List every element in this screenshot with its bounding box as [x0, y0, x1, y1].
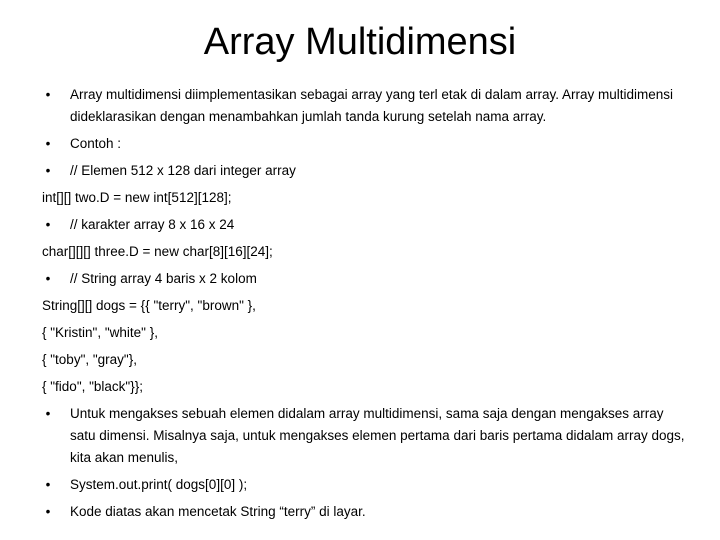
- bullet-item: [42, 160, 692, 182]
- bullet-item: [42, 214, 692, 236]
- code-line: char[][][] three.D = new char[8][16][24];: [42, 244, 273, 259]
- slide-title: Array Multidimensi: [203, 21, 517, 63]
- bullet-text: Untuk mengakses sebuah elemen didalam array multidimensi, sama saja dengan mengakses array satu dimensi. Misalnya saja, untuk mengakses elemen pertama dari baris pertama didalam array dogs, kita akan menulis,: [70, 406, 685, 465]
- code-line: { "fido", "black"}};: [42, 379, 143, 394]
- bullet-text: Kode diatas akan mencetak String “terry” di layar.: [70, 504, 366, 519]
- bullet-text: System.out.print( dogs[0][0] );: [70, 477, 248, 492]
- code-line: { "toby", "gray"},: [42, 352, 137, 367]
- bullet-icon: •: [45, 163, 51, 178]
- bullet-item: [42, 403, 692, 469]
- bullet-item: [42, 474, 692, 496]
- code-line: int[][] two.D = new int[512][128];: [42, 190, 232, 205]
- bullet-icon: •: [45, 504, 51, 519]
- code-line: String[][] dogs = {{ "terry", "brown" },: [42, 298, 256, 313]
- bullet-item: [42, 268, 692, 290]
- bullet-text: Contoh :: [70, 136, 122, 151]
- code-line: { "Kristin", "white" },: [42, 325, 158, 340]
- bullet-icon: •: [45, 87, 51, 102]
- bullet-icon: •: [45, 406, 51, 421]
- bullet-item: [42, 501, 692, 523]
- bullet-text: Array multidimensi diimplementasikan sebagai array yang terl etak di dalam array. Array multidimensi dideklarasikan dengan menambahkan jumlah tanda kurung setelah nama array.: [70, 87, 673, 124]
- bullet-icon: •: [45, 271, 51, 286]
- bullet-icon: •: [45, 477, 51, 492]
- bullet-icon: •: [45, 136, 51, 151]
- bullet-text: // String array 4 baris x 2 kolom: [70, 271, 257, 286]
- bullet-text: // Elemen 512 x 128 dari integer array: [70, 163, 296, 178]
- bullet-item: [42, 84, 692, 128]
- bullet-text: // karakter array 8 x 16 x 24: [70, 217, 235, 232]
- slide-content: [42, 84, 692, 528]
- bullet-item: [42, 133, 692, 155]
- bullet-icon: •: [45, 217, 51, 232]
